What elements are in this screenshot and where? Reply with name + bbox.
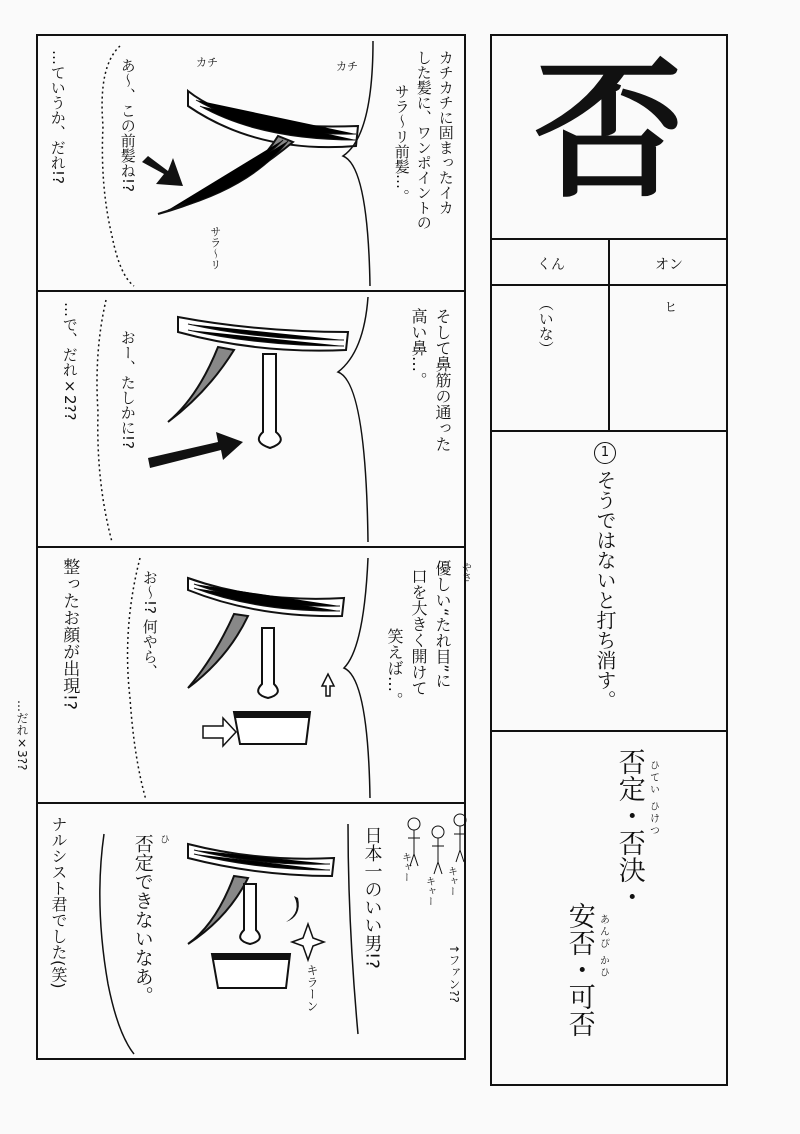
panel3-ruby-yasa: やさ — [459, 562, 471, 582]
panel4-kiran: キラーン — [305, 964, 319, 1012]
panel3-narration-3: 笑えば…。 — [385, 628, 404, 708]
panel4-fan: ↑ファン?? — [447, 944, 461, 1003]
compound-furigana-1: ひてい ひけつ — [647, 760, 659, 838]
panel4-kya-3: キャー — [445, 866, 457, 896]
compound-words-1: 否定・否決・ — [613, 748, 645, 910]
panel3-narration-2: 口を大きく開けて — [409, 568, 428, 696]
kun-reading: （いな） — [536, 296, 555, 356]
compounds-box — [490, 730, 728, 1086]
panel4-side: ナルシスト君でした(笑) — [49, 816, 68, 989]
on-reading: ヒ — [661, 300, 677, 313]
meaning-number: 1 — [594, 442, 616, 464]
panel1-sfx-left: カチ — [196, 56, 218, 69]
panel1-sfx-bottom: サラ〜リ — [208, 226, 222, 270]
panel1-narration-3: サラ〜リ前髪…。 — [392, 84, 411, 204]
comic-panel-4 — [36, 802, 466, 1060]
panel3-narration-1: 優しい“たれ目”に — [433, 560, 452, 689]
margin-note: …だれ×3?? — [15, 700, 29, 771]
meaning-text: そうではないと打ち消す。 — [593, 470, 617, 710]
panel2-narration-1: そして鼻筋の通った — [433, 308, 452, 452]
panel4-bubble-right: 日本一のいい男!? — [361, 826, 383, 969]
kanji-character: 否 — [533, 43, 684, 219]
compound-words-2: 安否・可否 — [563, 902, 595, 1037]
compound-furigana-2: あんぴ かひ — [597, 914, 609, 980]
panel1-bubble: あ〜、この前髪ね!? — [118, 58, 137, 192]
panel4-ruby-hi: ひ — [157, 834, 169, 844]
kanji-box — [490, 34, 728, 240]
on-header: オン — [655, 257, 683, 273]
meaning-box — [490, 430, 728, 732]
panel2-bubble: おー、たしかに!? — [118, 330, 137, 449]
panel1-narration-1: カチカチに固まったイカ — [436, 50, 455, 215]
panel2-drawing — [38, 292, 468, 550]
panel4-drawing — [38, 804, 468, 1062]
panel2-side: …で、だれ×2?? — [60, 302, 79, 421]
panel4-kya-1: キャー — [399, 852, 411, 882]
panel1-sfx-right: カチ — [336, 60, 358, 73]
kun-header: くん — [537, 257, 565, 273]
comic-panel-3 — [36, 546, 471, 804]
readings-column-divider — [608, 240, 610, 430]
panel4-kya-2: キャー — [423, 876, 435, 906]
comic-panel-2 — [36, 290, 466, 548]
readings-table — [490, 238, 728, 432]
panel3-side: 整ったお顔が出現!? — [59, 558, 80, 710]
panel4-bubble-left: 否定できないなあ。 — [131, 834, 154, 1005]
panel2-narration-2: 高い鼻…。 — [409, 308, 428, 388]
panel1-side: …ていうか、だれ!? — [48, 50, 67, 184]
panel1-narration-2: した髪に、ワンポイントの — [414, 50, 433, 230]
panel3-bubble: お〜!? 何やら、 — [140, 570, 159, 679]
comic-panel-1 — [36, 34, 466, 292]
